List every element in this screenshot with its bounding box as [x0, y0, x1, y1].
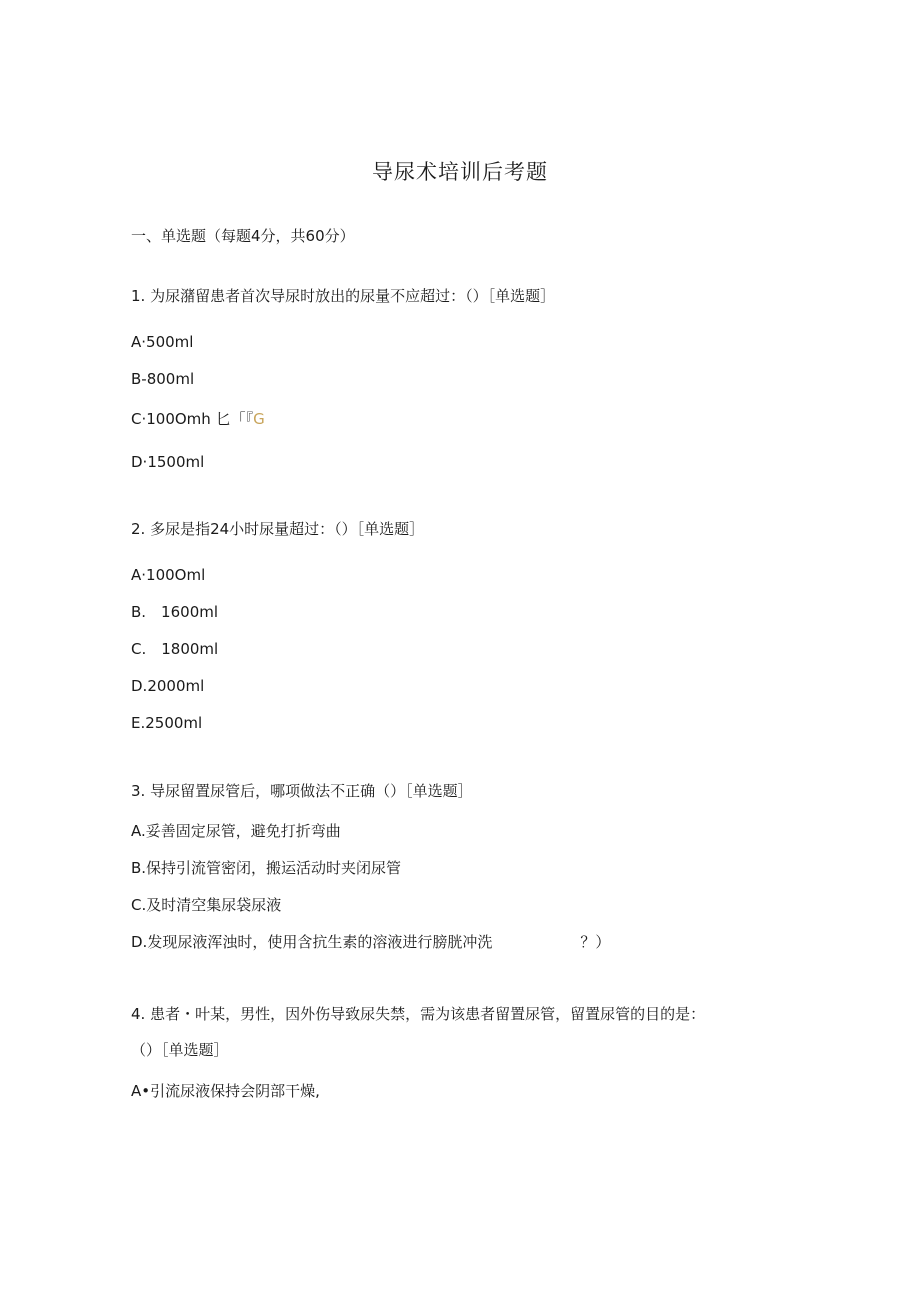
question-1-option-b: B-800ml	[131, 370, 195, 388]
question-3-stem: 3. 导尿留置尿管后，哪项做法不正确（）［单选题］	[131, 782, 473, 800]
question-2-option-a: A·100Oml	[131, 566, 206, 584]
question-2-option-e: E.2500ml	[131, 714, 203, 732]
question-1-option-d: D·1500ml	[131, 453, 205, 471]
section-heading: 一、单选题（每题4分，共60分）	[131, 227, 355, 245]
question-3-option-b: B.保持引流管密闭，搬运活动时夹闭尿管	[131, 859, 402, 877]
question-1-stem: 1. 为尿潴留患者首次导尿时放出的尿量不应超过：（）［单选题］	[131, 287, 556, 305]
question-3-option-d-tail: ？）	[580, 933, 611, 951]
question-1-option-a: A·500ml	[131, 333, 194, 351]
question-3-option-a: A.妥善固定尿管，避免打折弯曲	[131, 822, 341, 840]
page-title: 导尿术培训后考题	[372, 160, 548, 184]
question-2-option-d: D.2000ml	[131, 677, 205, 695]
question-1-option-c-text: C·100Omh 匕「『	[131, 410, 254, 428]
question-4-stem-line-1: 4. 患者・叶某，男性，因外伤导致尿失禁，需为该患者留置尿管，留置尿管的目的是：	[131, 1005, 706, 1023]
question-1-option-c-mark: G	[253, 410, 265, 428]
question-3-option-d	[131, 932, 610, 952]
question-1-option-c	[131, 409, 265, 429]
question-2-option-c: C. 1800ml	[131, 640, 219, 658]
question-2-stem: 2. 多尿是指24小时尿量超过：（）［单选题］	[131, 520, 425, 538]
question-4-stem-line-2: （）［单选题］	[131, 1041, 229, 1059]
question-3-option-d-text: D.发现尿液浑浊时，使用含抗生素的溶液进行膀胱冲洗	[131, 933, 493, 951]
question-3-option-c: C.及时清空集尿袋尿液	[131, 896, 282, 914]
question-2-option-b: B. 1600ml	[131, 603, 219, 621]
question-4-option-a: A•引流尿液保持会阴部干燥,	[131, 1082, 320, 1100]
